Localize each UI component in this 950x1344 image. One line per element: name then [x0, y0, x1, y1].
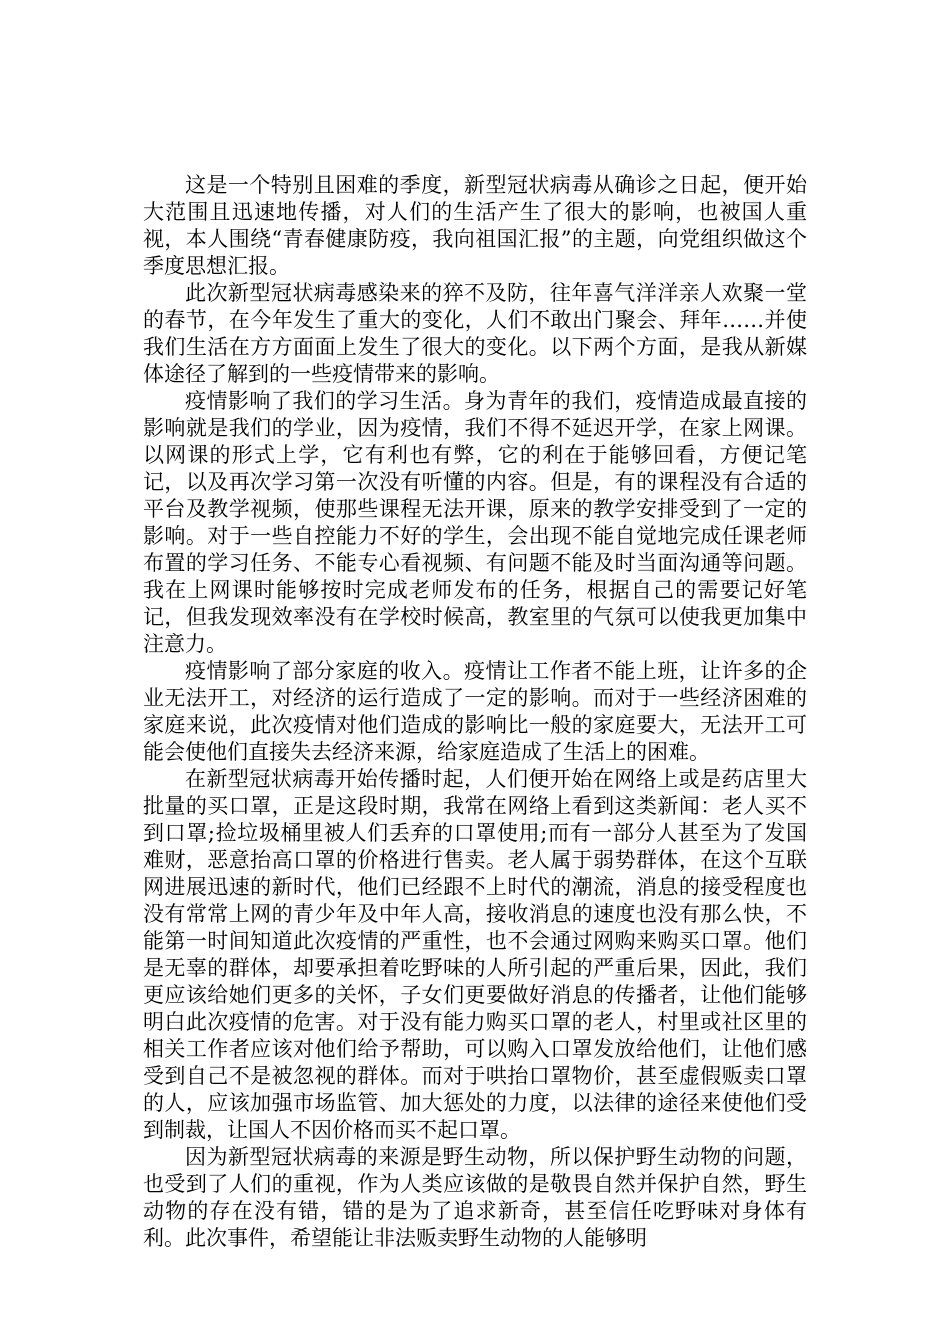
paragraph-income-impact: 疫情影响了部分家庭的收入。疫情让工作者不能上班，让许多的企业无法开工，对经济的运行造成了一定的影响。而对于一些经济困难的家庭来说，此次疫情对他们造成的影响比一般的家庭要大，无法开工可能会使他们直接失去经济来源，给家庭造成了生活上的困难。: [143, 659, 807, 764]
document-body: [143, 172, 807, 1252]
paragraph-study-impact: 疫情影响了我们的学习生活。身为青年的我们，疫情造成最直接的影响就是我们的学业，因为疫情，我们不得不延迟开学，在家上网课。以网课的形式上学，它有利也有弊，它的利在于能够回看，方便记笔记，以及再次学习第一次没有听懂的内容。但是，有的课程没有合适的平台及教学视频，使那些课程无法开课，原来的教学安排受到了一定的影响。对于一些自控能力不好的学生，会出现不能自觉地完成任课老师布置的学习任务、不能专心看视频、有问题不能及时当面沟通等问题。我在上网课时能够按时完成老师发布的任务，根据自己的需要记好笔记，但我发现效率没有在学校时候高，教室里的气氛可以使我更加集中注意力。: [143, 389, 807, 656]
paragraph-outbreak: 此次新型冠状病毒感染来的猝不及防，往年喜气洋洋亲人欢聚一堂的春节，在今年发生了重大的变化，人们不敢出门聚会、拜年……并使我们生活在方方面面上发生了很大的变化。以下两个方面，是我从新媒体途径了解到的一些疫情带来的影响。: [143, 281, 807, 386]
paragraph-wildlife: 因为新型冠状病毒的来源是野生动物，所以保护野生动物的问题，也受到了人们的重视，作为人类应该做的是敬畏自然并保护自然，野生动物的存在没有错，错的是为了追求新奇，甚至信任吃野味对身体有利。此次事件，希望能让非法贩卖野生动物的人能够明: [143, 1145, 807, 1250]
paragraph-masks: 在新型冠状病毒开始传播时起，人们便开始在网络上或是药店里大批量的买口罩，正是这段时期，我常在网络上看到这类新闻：老人买不到口罩;捡垃圾桶里被人们丢弃的口罩使用;而有一部分人甚至为了发国难财，恶意抬高口罩的价格进行售卖。老人属于弱势群体，在这个互联网进展迅速的新时代，他们已经跟不上时代的潮流，消息的接受程度也没有常常上网的青少年及中年人高，接收消息的速度也没有那么快，不能第一时间知道此次疫情的严重性，也不会通过网购来购买口罩。他们是无辜的群体，却要承担着吃野味的人所引起的严重后果，因此，我们更应该给她们更多的关怀，子女们更要做好消息的传播者，让他们能够明白此次疫情的危害。对于没有能力购买口罩的老人，村里或社区里的相关工作者应该对他们给予帮助，可以购入口罩发放给他们，让他们感受到自己不是被忽视的群体。而对于哄抬口罩物价，甚至虚假贩卖口罩的人，应该加强市场监管、加大惩处的力度，以法律的途径来使他们受到制裁，让国人不因价格而买不起口罩。: [143, 767, 807, 1142]
paragraph-intro: 这是一个特别且困难的季度，新型冠状病毒从确诊之日起，便开始大范围且迅速地传播，对人们的生活产生了很大的影响，也被国人重视，本人围绕“青春健康防疫，我向祖国汇报”的主题，向党组织做这个季度思想汇报。: [143, 173, 807, 278]
